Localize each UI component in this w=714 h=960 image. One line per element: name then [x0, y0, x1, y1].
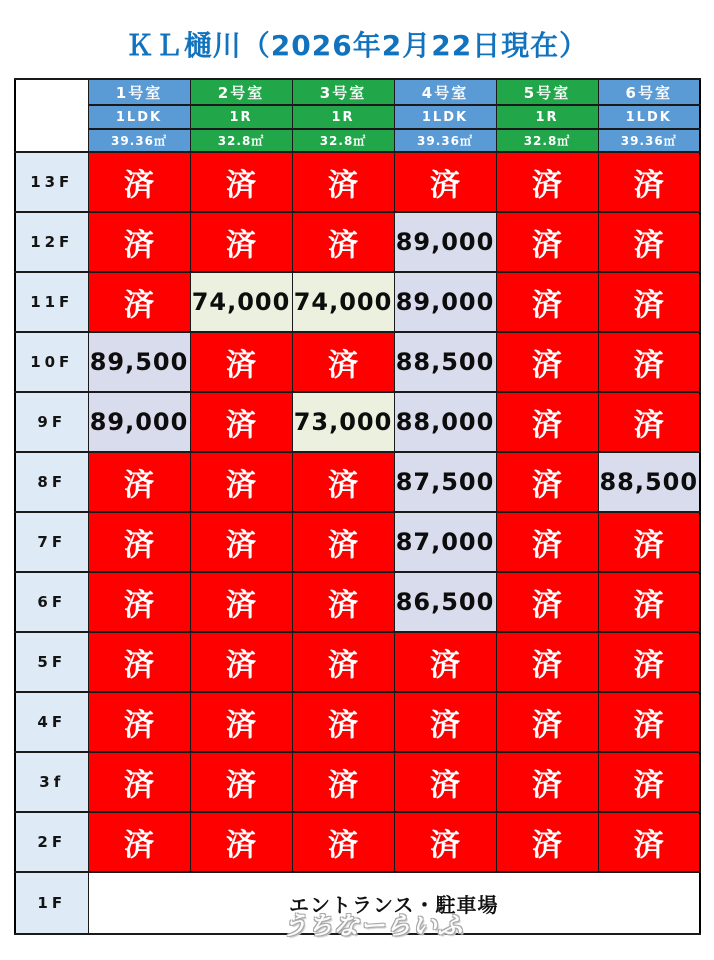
cell-occupied: 済 [190, 752, 292, 812]
cell-occupied: 済 [394, 692, 496, 752]
header-room-2: 2号室 [190, 79, 292, 105]
floor-label: 5F [15, 632, 88, 692]
cell-occupied: 済 [598, 692, 700, 752]
cell-occupied: 済 [292, 572, 394, 632]
cell-occupied: 済 [190, 212, 292, 272]
header-type-4: 1LDK [394, 105, 496, 129]
cell-occupied: 済 [496, 812, 598, 872]
cell-price: 74,000 [292, 272, 394, 332]
cell-occupied: 済 [292, 812, 394, 872]
cell-occupied: 済 [598, 752, 700, 812]
cell-occupied: 済 [598, 392, 700, 452]
cell-occupied: 済 [598, 272, 700, 332]
cell-occupied: 済 [598, 512, 700, 572]
header-room-5: 5号室 [496, 79, 598, 105]
floor-label: 1F [15, 872, 88, 934]
cell-occupied: 済 [496, 212, 598, 272]
cell-occupied: 済 [292, 752, 394, 812]
floor-label: 13F [15, 152, 88, 212]
cell-occupied: 済 [598, 332, 700, 392]
cell-occupied: 済 [190, 692, 292, 752]
cell-occupied: 済 [88, 212, 190, 272]
table-body [15, 152, 700, 934]
cell-price: 89,500 [88, 332, 190, 392]
cell-occupied: 済 [598, 632, 700, 692]
cell-occupied: 済 [496, 152, 598, 212]
floor-label: 11F [15, 272, 88, 332]
cell-occupied: 済 [598, 572, 700, 632]
header-room-4: 4号室 [394, 79, 496, 105]
header-room-6: 6号室 [598, 79, 700, 105]
cell-price: 86,500 [394, 572, 496, 632]
cell-occupied: 済 [394, 632, 496, 692]
header-size-4: 39.36㎡ [394, 129, 496, 152]
cell-occupied: 済 [88, 512, 190, 572]
cell-price: 89,000 [394, 272, 496, 332]
cell-occupied: 済 [496, 272, 598, 332]
header-type-6: 1LDK [598, 105, 700, 129]
cell-occupied: 済 [190, 632, 292, 692]
cell-occupied: 済 [190, 812, 292, 872]
header-type-1: 1LDK [88, 105, 190, 129]
cell-price: 88,500 [394, 332, 496, 392]
header-size-6: 39.36㎡ [598, 129, 700, 152]
cell-occupied: 済 [496, 392, 598, 452]
header-size-2: 32.8㎡ [190, 129, 292, 152]
cell-occupied: 済 [496, 332, 598, 392]
cell-occupied: 済 [190, 572, 292, 632]
cell-occupied: 済 [88, 452, 190, 512]
cell-occupied: 済 [292, 452, 394, 512]
cell-occupied: 済 [190, 332, 292, 392]
cell-occupied: 済 [394, 752, 496, 812]
entrance-cell: エントランス・駐車場 [88, 872, 700, 934]
cell-occupied: 済 [88, 572, 190, 632]
floor-label: 7F [15, 512, 88, 572]
cell-price: 73,000 [292, 392, 394, 452]
cell-occupied: 済 [292, 512, 394, 572]
cell-price: 88,000 [394, 392, 496, 452]
cell-occupied: 済 [292, 212, 394, 272]
cell-occupied: 済 [88, 632, 190, 692]
cell-occupied: 済 [496, 512, 598, 572]
cell-occupied: 済 [394, 812, 496, 872]
cell-occupied: 済 [496, 572, 598, 632]
cell-occupied: 済 [496, 752, 598, 812]
floor-label: 2F [15, 812, 88, 872]
cell-occupied: 済 [88, 692, 190, 752]
cell-occupied: 済 [496, 632, 598, 692]
floor-label: 3f [15, 752, 88, 812]
cell-occupied: 済 [88, 812, 190, 872]
cell-occupied: 済 [88, 272, 190, 332]
cell-occupied: 済 [496, 692, 598, 752]
header-type-3: 1R [292, 105, 394, 129]
corner-cell [15, 79, 88, 152]
header-size-5: 32.8㎡ [496, 129, 598, 152]
header-room-1: 1号室 [88, 79, 190, 105]
header-type-2: 1R [190, 105, 292, 129]
cell-occupied: 済 [292, 152, 394, 212]
cell-occupied: 済 [190, 152, 292, 212]
cell-occupied: 済 [88, 752, 190, 812]
floor-label: 9F [15, 392, 88, 452]
cell-occupied: 済 [496, 452, 598, 512]
floor-label: 6F [15, 572, 88, 632]
cell-occupied: 済 [88, 152, 190, 212]
watermark: うちなーらいふ [280, 911, 466, 940]
floor-label: 10F [15, 332, 88, 392]
availability-table [14, 78, 701, 935]
cell-occupied: 済 [394, 152, 496, 212]
cell-price: 88,500 [598, 452, 700, 512]
cell-occupied: 済 [292, 692, 394, 752]
cell-occupied: 済 [292, 632, 394, 692]
page-title: ＫＬ樋川（2026年2月22日現在） [125, 29, 589, 62]
floor-label: 8F [15, 452, 88, 512]
cell-price: 89,000 [88, 392, 190, 452]
table-header [15, 79, 700, 152]
floor-label: 12F [15, 212, 88, 272]
cell-price: 87,000 [394, 512, 496, 572]
cell-occupied: 済 [598, 212, 700, 272]
cell-occupied: 済 [598, 812, 700, 872]
cell-occupied: 済 [190, 512, 292, 572]
cell-price: 74,000 [190, 272, 292, 332]
cell-occupied: 済 [292, 332, 394, 392]
header-type-5: 1R [496, 105, 598, 129]
cell-occupied: 済 [598, 152, 700, 212]
floor-label: 4F [15, 692, 88, 752]
cell-price: 89,000 [394, 212, 496, 272]
cell-price: 87,500 [394, 452, 496, 512]
header-size-1: 39.36㎡ [88, 129, 190, 152]
cell-occupied: 済 [190, 452, 292, 512]
header-size-3: 32.8㎡ [292, 129, 394, 152]
cell-occupied: 済 [190, 392, 292, 452]
header-room-3: 3号室 [292, 79, 394, 105]
